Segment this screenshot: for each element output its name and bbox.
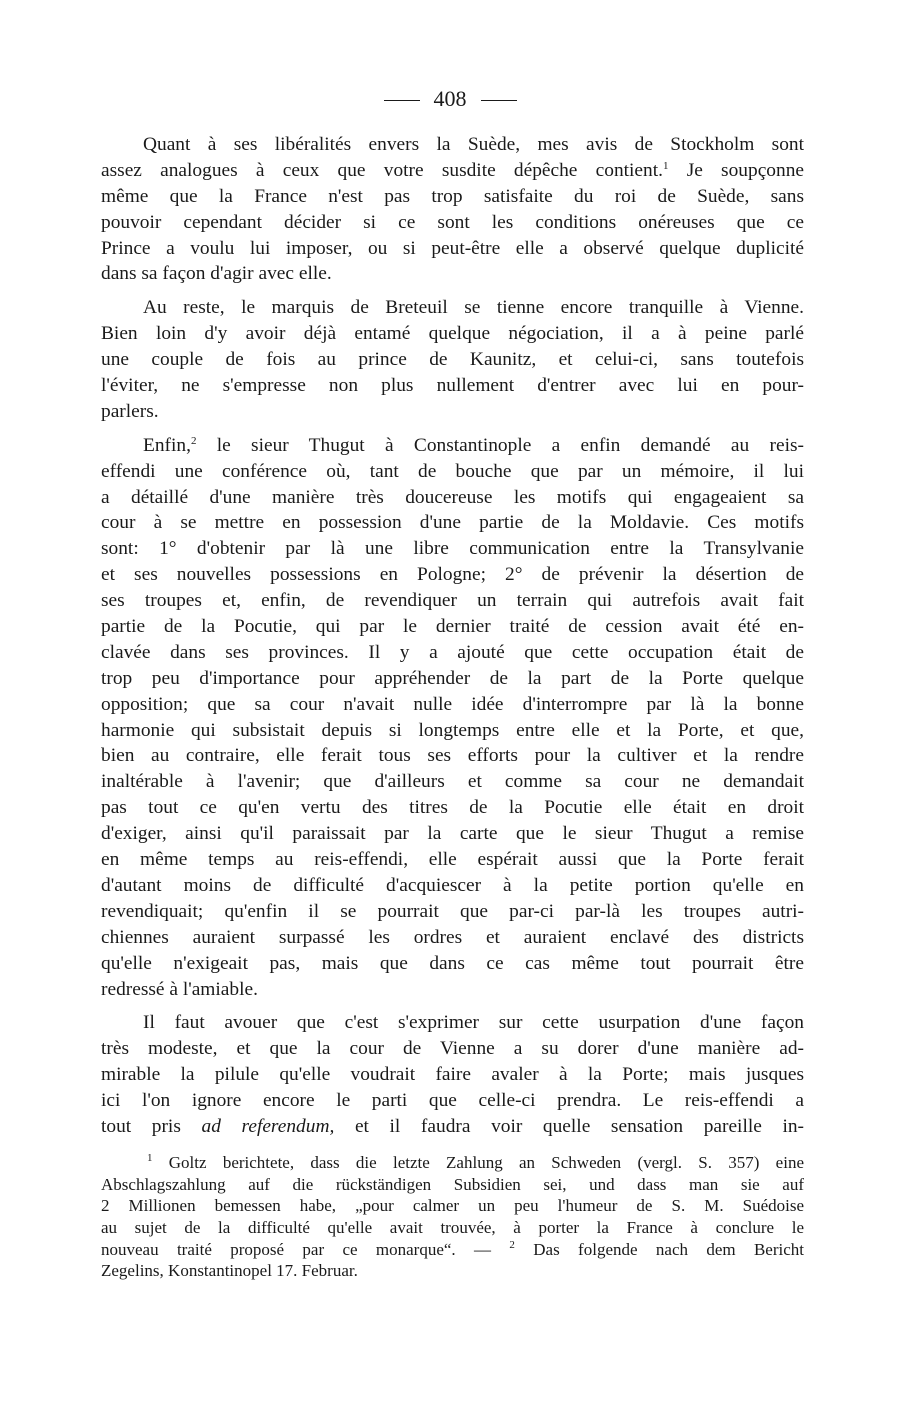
text-line: Prince a voulu lui imposer, ou si peut-être elle a observé quelque duplicité: [101, 237, 804, 259]
text-line: chiennes auraient surpassé les ordres et auraient enclavé des districts: [101, 926, 804, 948]
text-line: d'exiger, ainsi qu'il paraissait par la carte que le sieur Thugut a remise: [101, 823, 804, 845]
text-line: mirable la pilule qu'elle voudrait faire avaler à la Porte; mais jusques: [101, 1064, 804, 1086]
text-line: sont: 1° d'obtenir par là une libre communication entre la Transylvanie: [101, 538, 804, 560]
text-line: effendi une conférence où, tant de bouche que par un mémoire, il lui: [101, 460, 804, 482]
text-line: qu'elle n'exigeait pas, mais que dans ce cas même tout pourrait être: [101, 952, 804, 974]
text-line: partie de la Pocutie, qui par le dernier traité de cession avait été en-: [101, 616, 804, 638]
text-line: tout pris ad referendum, et il faudra voir quelle sensation pareille in-: [101, 1115, 804, 1137]
text-line: parlers.: [101, 400, 159, 422]
footnote-ref: 2: [190, 434, 197, 447]
text-line: d'autant moins de difficulté d'acquiescer à la petite portion qu'elle en: [101, 874, 804, 896]
text-line: ici l'on ignore encore le parti que celle-ci prendra. Le reis-effendi a: [101, 1090, 804, 1112]
footnotes: [101, 1152, 804, 1282]
paragraph-3: [101, 433, 804, 1003]
text-line: harmonie qui subsistait depuis si longtemps entre elle et la Porte, et que,: [101, 719, 804, 741]
text-line: inaltérable à l'avenir; que d'ailleurs et comme sa cour ne demandait: [101, 771, 804, 793]
paragraph-1: [101, 132, 804, 287]
page-number: 408: [433, 86, 467, 111]
text-line: redressé à l'amiable.: [101, 978, 258, 1000]
text-line: clavée dans ses provinces. Il y a ajouté que cette occupation était de: [101, 641, 804, 663]
text-line: l'éviter, ne s'empresse non plus nullement d'entrer avec lui en pour-: [101, 375, 804, 397]
footnote-ref: 1: [662, 159, 669, 172]
text-line: même que la France n'est pas trop satisfaite du roi de Suède, sans: [101, 185, 804, 207]
text-line: très modeste, et que la cour de Vienne a su dorer d'une manière ad-: [101, 1038, 804, 1060]
latin-phrase: ad referendum,: [201, 1115, 335, 1137]
paragraph-4: [101, 1010, 804, 1139]
footnote-mark: 2: [509, 1238, 515, 1251]
text-line: cour à se mettre en possession d'une partie de la Moldavie. Ces motifs: [101, 512, 804, 534]
text-line: dans sa façon d'agir avec elle.: [101, 263, 332, 285]
text-line: pas tout ce qu'en vertu des titres de la Pocutie elle était en droit: [101, 797, 804, 819]
footnote-line: Zegelins, Konstantinopel 17. Februar.: [101, 1261, 358, 1281]
text-line: en même temps au reis-effendi, elle espérait aussi que la Porte ferait: [101, 849, 804, 871]
text-line: assez analogues à ceux que votre susdite dépêche contient.$^1$ Je soupçonne: [101, 159, 804, 181]
main-text: [101, 132, 804, 1140]
footnote-mark: 1: [147, 1152, 153, 1164]
text-line: pouvoir cependant décider si ce sont les conditions onéreuses que ce: [101, 211, 804, 233]
footnote-line: Abschlagszahlung auf die rückständigen Subsidien sei, und dass man sie auf: [101, 1174, 804, 1194]
text-line: et ses nouvelles possessions en Pologne; 2° de prévenir la désertion de: [101, 564, 804, 586]
footnote-line: 2 Millionen bemessen habe, „pour calmer un peu l'humeur de S. M. Suédoise: [101, 1196, 804, 1216]
text-line: une couple de fois au prince de Kaunitz, et celui-ci, sans toutefois: [101, 349, 804, 371]
text-line: trop peu d'importance pour appréhender de la part de la Porte quelque: [101, 667, 804, 689]
footnote-line: au sujet de la difficulté qu'elle avait trouvée, à porter la France à conclure le: [101, 1218, 804, 1238]
text-line: ses troupes et, enfin, de revendiquer un terrain qui autrefois avait fait: [101, 590, 804, 612]
text-line: revendiquait; qu'enfin il se pourrait que par-ci par-là les troupes autri-: [101, 900, 804, 922]
text-line: bien au contraire, elle ferait tous ses efforts pour la cultiver et la rendre: [101, 745, 804, 767]
footnote-line: $^1$ Goltz berichtete, dass die letzte Zahlung an Schweden (vergl. S. 357) eine: [147, 1152, 804, 1172]
text-line: Bien loin d'y avoir déjà entamé quelque négociation, il a à peine parlé: [101, 323, 804, 345]
header-dash-right: [481, 100, 517, 101]
text-line: a détaillé d'une manière très doucereuse les motifs qui engageaient sa: [101, 486, 804, 508]
paragraph-2: [101, 295, 804, 424]
text-line: Il faut avouer que c'est s'exprimer sur cette usurpation d'une façon: [143, 1012, 804, 1034]
page-header: [0, 86, 900, 112]
footnote-line: nouveau traité proposé par ce monarque“. — $^2$ Das folgende nach dem Bericht: [101, 1238, 804, 1259]
text-line: opposition; que sa cour n'avait nulle idée d'interrompre par là la bonne: [101, 693, 804, 715]
text-line: Au reste, le marquis de Breteuil se tienne encore tranquille à Vienne.: [143, 297, 804, 319]
text-line: Quant à ses libéralités envers la Suède, mes avis de Stockholm sont: [143, 134, 804, 155]
text-line: Enfin,$^2$ le sieur Thugut à Constantinople a enfin demandé au reis-: [143, 434, 804, 456]
header-dash-left: [384, 100, 420, 101]
